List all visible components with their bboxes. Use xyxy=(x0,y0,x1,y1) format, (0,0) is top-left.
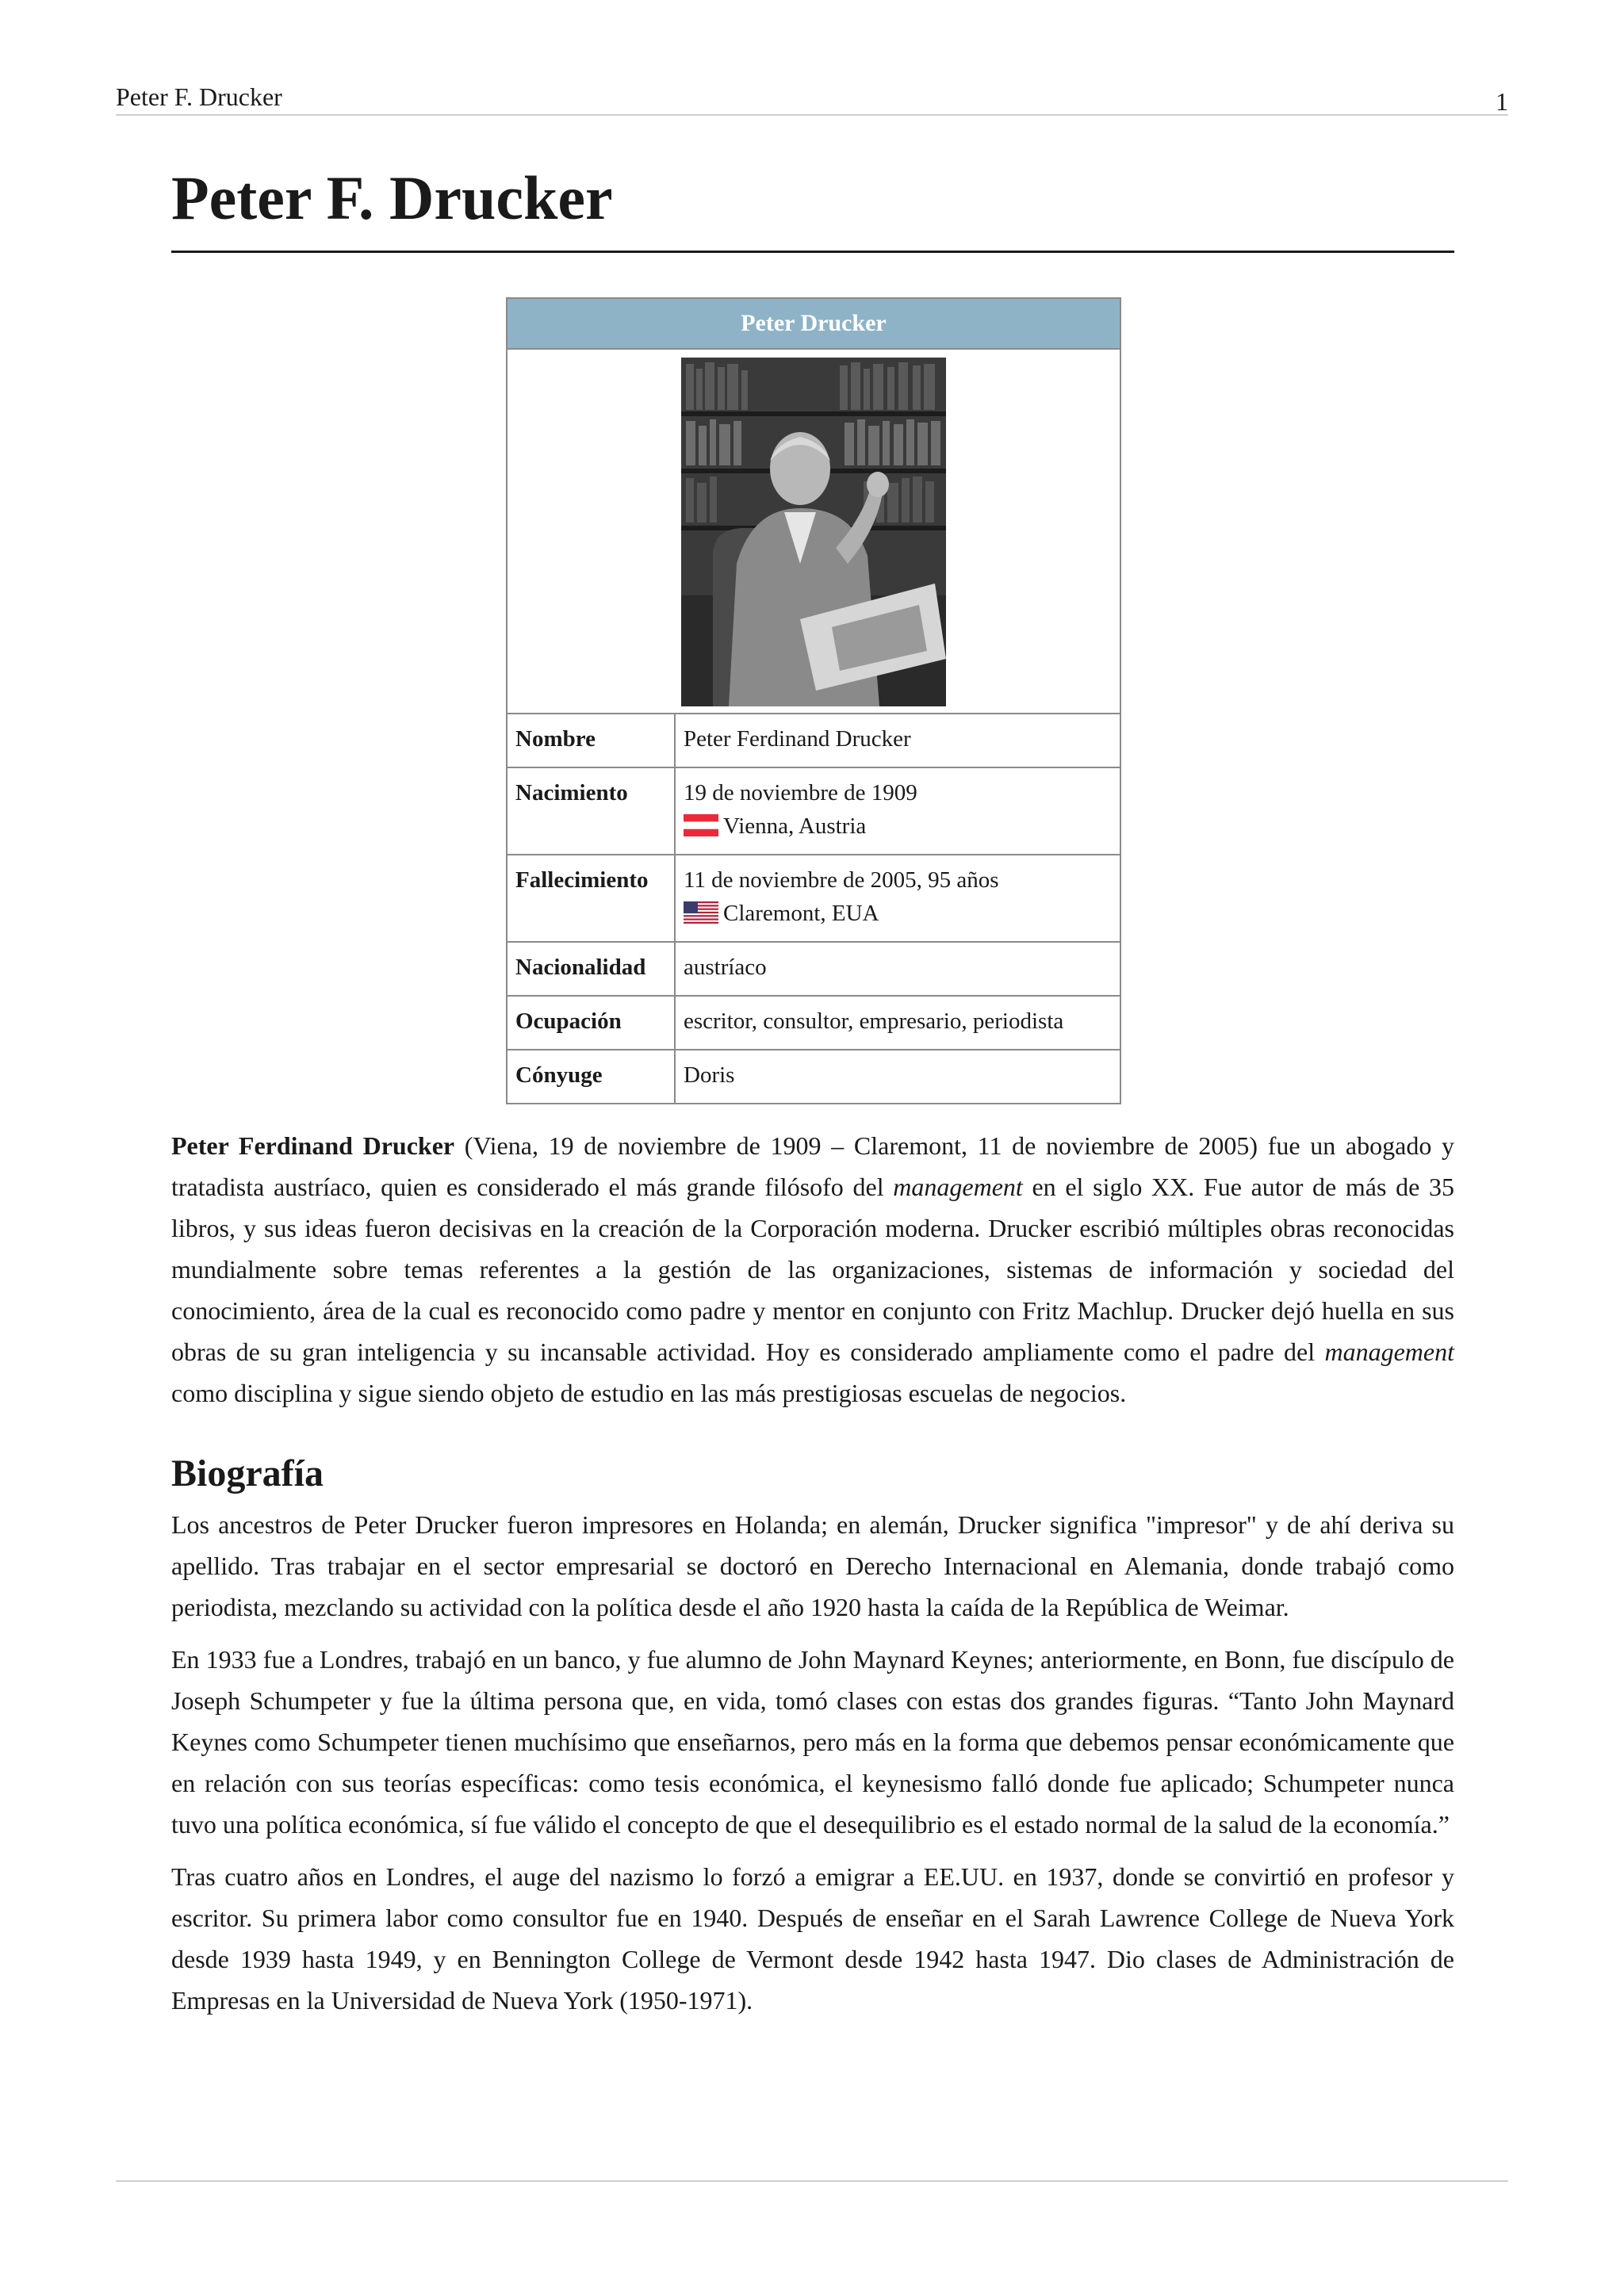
running-title: Peter F. Drucker xyxy=(116,82,282,111)
lead-subject-name: Peter Ferdinand Drucker xyxy=(171,1131,455,1160)
infobox-label: Fallecimiento xyxy=(507,855,675,942)
lead-text-2: en el siglo XX. Fue autor de más de 35 libros, y sus ideas fueron decisivas en la creación de la Corporación moderna. Drucker escribió múltiples obras reconocidas mundialmente sobre temas referentes a la gestión de las organizaciones, sistemas de información y sociedad del conocimiento, área de la cual es reconocido como padre y mentor en conjunto con Fritz Machlup. Drucker dejó huella en sus obras de su gran inteligencia y su incansable actividad. Hoy es considerado ampliamente como el padre del xyxy=(171,1173,1455,1366)
infobox-value: 11 de noviembre de 2005, 95 años xyxy=(684,867,999,893)
infobox-value-cell xyxy=(675,767,1120,855)
infobox-label: Ocupación xyxy=(507,996,675,1050)
lead-text-1: (Viena, 19 de noviembre de 1909 – Claremont, 11 de noviembre de 2005) fue un abogado y tratadista austríaco, quien es considerado el más grande filósofo del xyxy=(171,1131,1454,1201)
lead-italic-term-2: management xyxy=(1324,1337,1454,1366)
birth-place xyxy=(684,809,1112,843)
death-place xyxy=(684,897,1112,930)
portrait-photo[interactable] xyxy=(681,358,946,706)
usa-flag-icon xyxy=(684,901,718,924)
infobox-row-nacimiento xyxy=(507,767,1120,855)
lead-text-3: como disciplina y sigue siendo objeto de estudio en las más prestigiosas escuelas de negocios. xyxy=(171,1379,1127,1407)
lead-paragraph xyxy=(171,1125,1454,1414)
infobox-value: escritor, consultor, empresario, periodista xyxy=(675,996,1120,1050)
lead-italic-term-1: management xyxy=(893,1173,1023,1201)
section-heading-biografia: Biografía xyxy=(171,1452,324,1494)
infobox-value: Peter Ferdinand Drucker xyxy=(675,714,1120,767)
infobox-label: Nacimiento xyxy=(507,767,675,855)
footer-rule xyxy=(116,2180,1508,2182)
death-place-text[interactable]: Claremont, EUA xyxy=(723,901,879,926)
biografia-paragraph-3: Tras cuatro años en Londres, el auge del nazismo lo forzó a emigrar a EE.UU. en 1937, donde se convirtió en profesor y escritor. Su primera labor como consultor fue en 1940. Después de enseñar en el Sarah Lawrence College de Nueva York desde 1939 hasta 1949, y en Bennington College de Vermont desde 1942 hasta 1947. Dio clases de Administración de Empresas en la Universidad de Nueva York (1950-1971). xyxy=(171,1862,1454,2015)
article-content xyxy=(171,159,1454,2032)
page-title: Peter F. Drucker xyxy=(171,159,1454,253)
infobox-label: Nacionalidad xyxy=(507,942,675,996)
infobox-row-fallecimiento xyxy=(507,855,1120,942)
infobox-value: 19 de noviembre de 1909 xyxy=(684,780,917,806)
infobox-row-nacionalidad xyxy=(507,942,1120,996)
infobox-row-conyuge xyxy=(507,1050,1120,1104)
infobox-value-cell xyxy=(675,855,1120,942)
infobox-heading: Peter Drucker xyxy=(507,298,1120,349)
biografia-paragraph-2: En 1933 fue a Londres, trabajó en un banco, y fue alumno de John Maynard Keynes; anteriormente, en Bonn, fue discípulo de Joseph Schumpeter y fue la última persona que, en vida, tomó clases con estas dos grandes figuras. “Tanto John Maynard Keynes como Schumpeter tienen muchísimo que enseñarnos, pero más en la forma que debemos pensar económicamente que en relación con sus teorías específicas: como tesis económica, el keynesismo falló donde fue aplicado; Schumpeter nunca tuvo una política económica, sí fue válido el concepto de que el desequilibrio es el estado normal de la salud de la economía.” xyxy=(171,1645,1454,1839)
austria-flag-icon xyxy=(684,814,718,836)
page-number: 1 xyxy=(1496,87,1508,116)
infobox-label: Nombre xyxy=(507,714,675,767)
infobox-value: Doris xyxy=(675,1050,1120,1104)
infobox-row-nombre xyxy=(507,714,1120,767)
infobox-value: austríaco xyxy=(675,942,1120,996)
biografia-paragraph-1: Los ancestros de Peter Drucker fueron impresores en Holanda; en alemán, Drucker significa "impresor" y de ahí deriva su apellido. Tras trabajar en el sector empresarial se doctoró en Derecho Internacional en Alemania, donde trabajó como periodista, mezclando su actividad con la política desde el año 1920 hasta la caída de la República de Weimar. xyxy=(171,1510,1454,1621)
infobox-label: Cónyuge xyxy=(507,1050,675,1104)
running-header xyxy=(116,81,1508,116)
birth-place-text[interactable]: Vienna, Austria xyxy=(723,813,867,839)
infobox-photo-cell xyxy=(507,349,1120,714)
infobox-row-ocupacion xyxy=(507,996,1120,1050)
infobox xyxy=(506,297,1121,1104)
